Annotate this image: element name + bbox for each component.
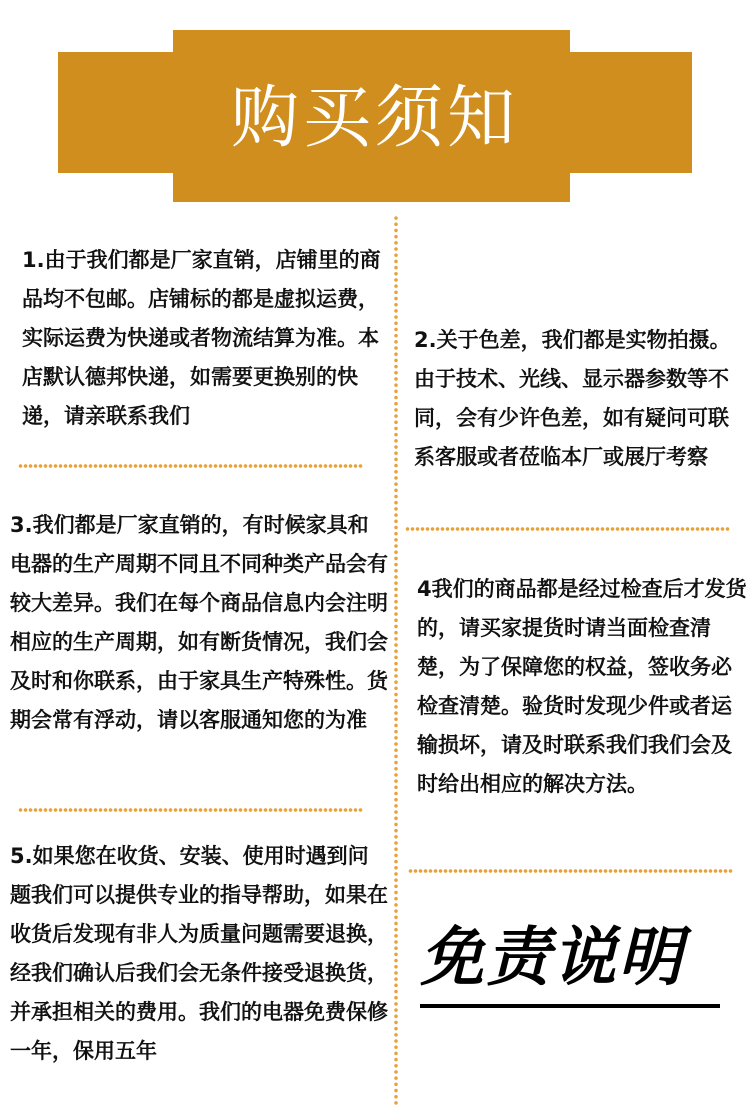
vertical-dotted-divider <box>393 215 399 1105</box>
dotted-separator-1 <box>18 463 363 469</box>
banner-title: 购买须知 <box>230 79 519 158</box>
dotted-separator-3 <box>18 807 363 813</box>
dotted-separator-4 <box>408 868 733 874</box>
dotted-separator-2 <box>405 526 730 532</box>
notice-1: 1.由于我们都是厂家直销，店铺里的商品均不包邮。店铺标的都是虚拟运费，实际运费为快递或者物流结算为准。本店默认德邦快递，如需要更换别的快递，请亲联系我们 <box>22 248 381 428</box>
notice-2: 2.关于色差，我们都是实物拍摄。由于技术、光线、显示器参数等不同，会有少许色差，如有疑问可联系客服或者莅临本厂或展厅考察 <box>414 328 731 469</box>
banner-bottom-tab <box>173 168 570 202</box>
notice-4: 4我们的商品都是经过检查后才发货的，请买家提货时请当面检查清楚，为了保障您的权益，签收务必检查清楚。验货时发现少件或者运输损坏，请及时联系我们我们会及时给出相应的解决方法。 <box>417 577 747 796</box>
banner <box>0 0 750 215</box>
disclaimer-title: 免责说明 <box>420 918 720 1008</box>
notice-3: 3.我们都是厂家直销的，有时候家具和电器的生产周期不同且不同种类产品会有较大差异。我们在每个商品信息内会注明相应的生产周期，如有断货情况，我们会及时和你联系，由于家具生产特殊性。货期会常有浮动，请以客服通知您的为准 <box>10 513 388 732</box>
notice-5: 5.如果您在收货、安装、使用时遇到问题我们可以提供专业的指导帮助，如果在收货后发现有非人为质量问题需要退换，经我们确认后我们会无条件接受退换货，并承担相关的费用。我们的电器免费保修一年，保用五年 <box>10 844 388 1063</box>
